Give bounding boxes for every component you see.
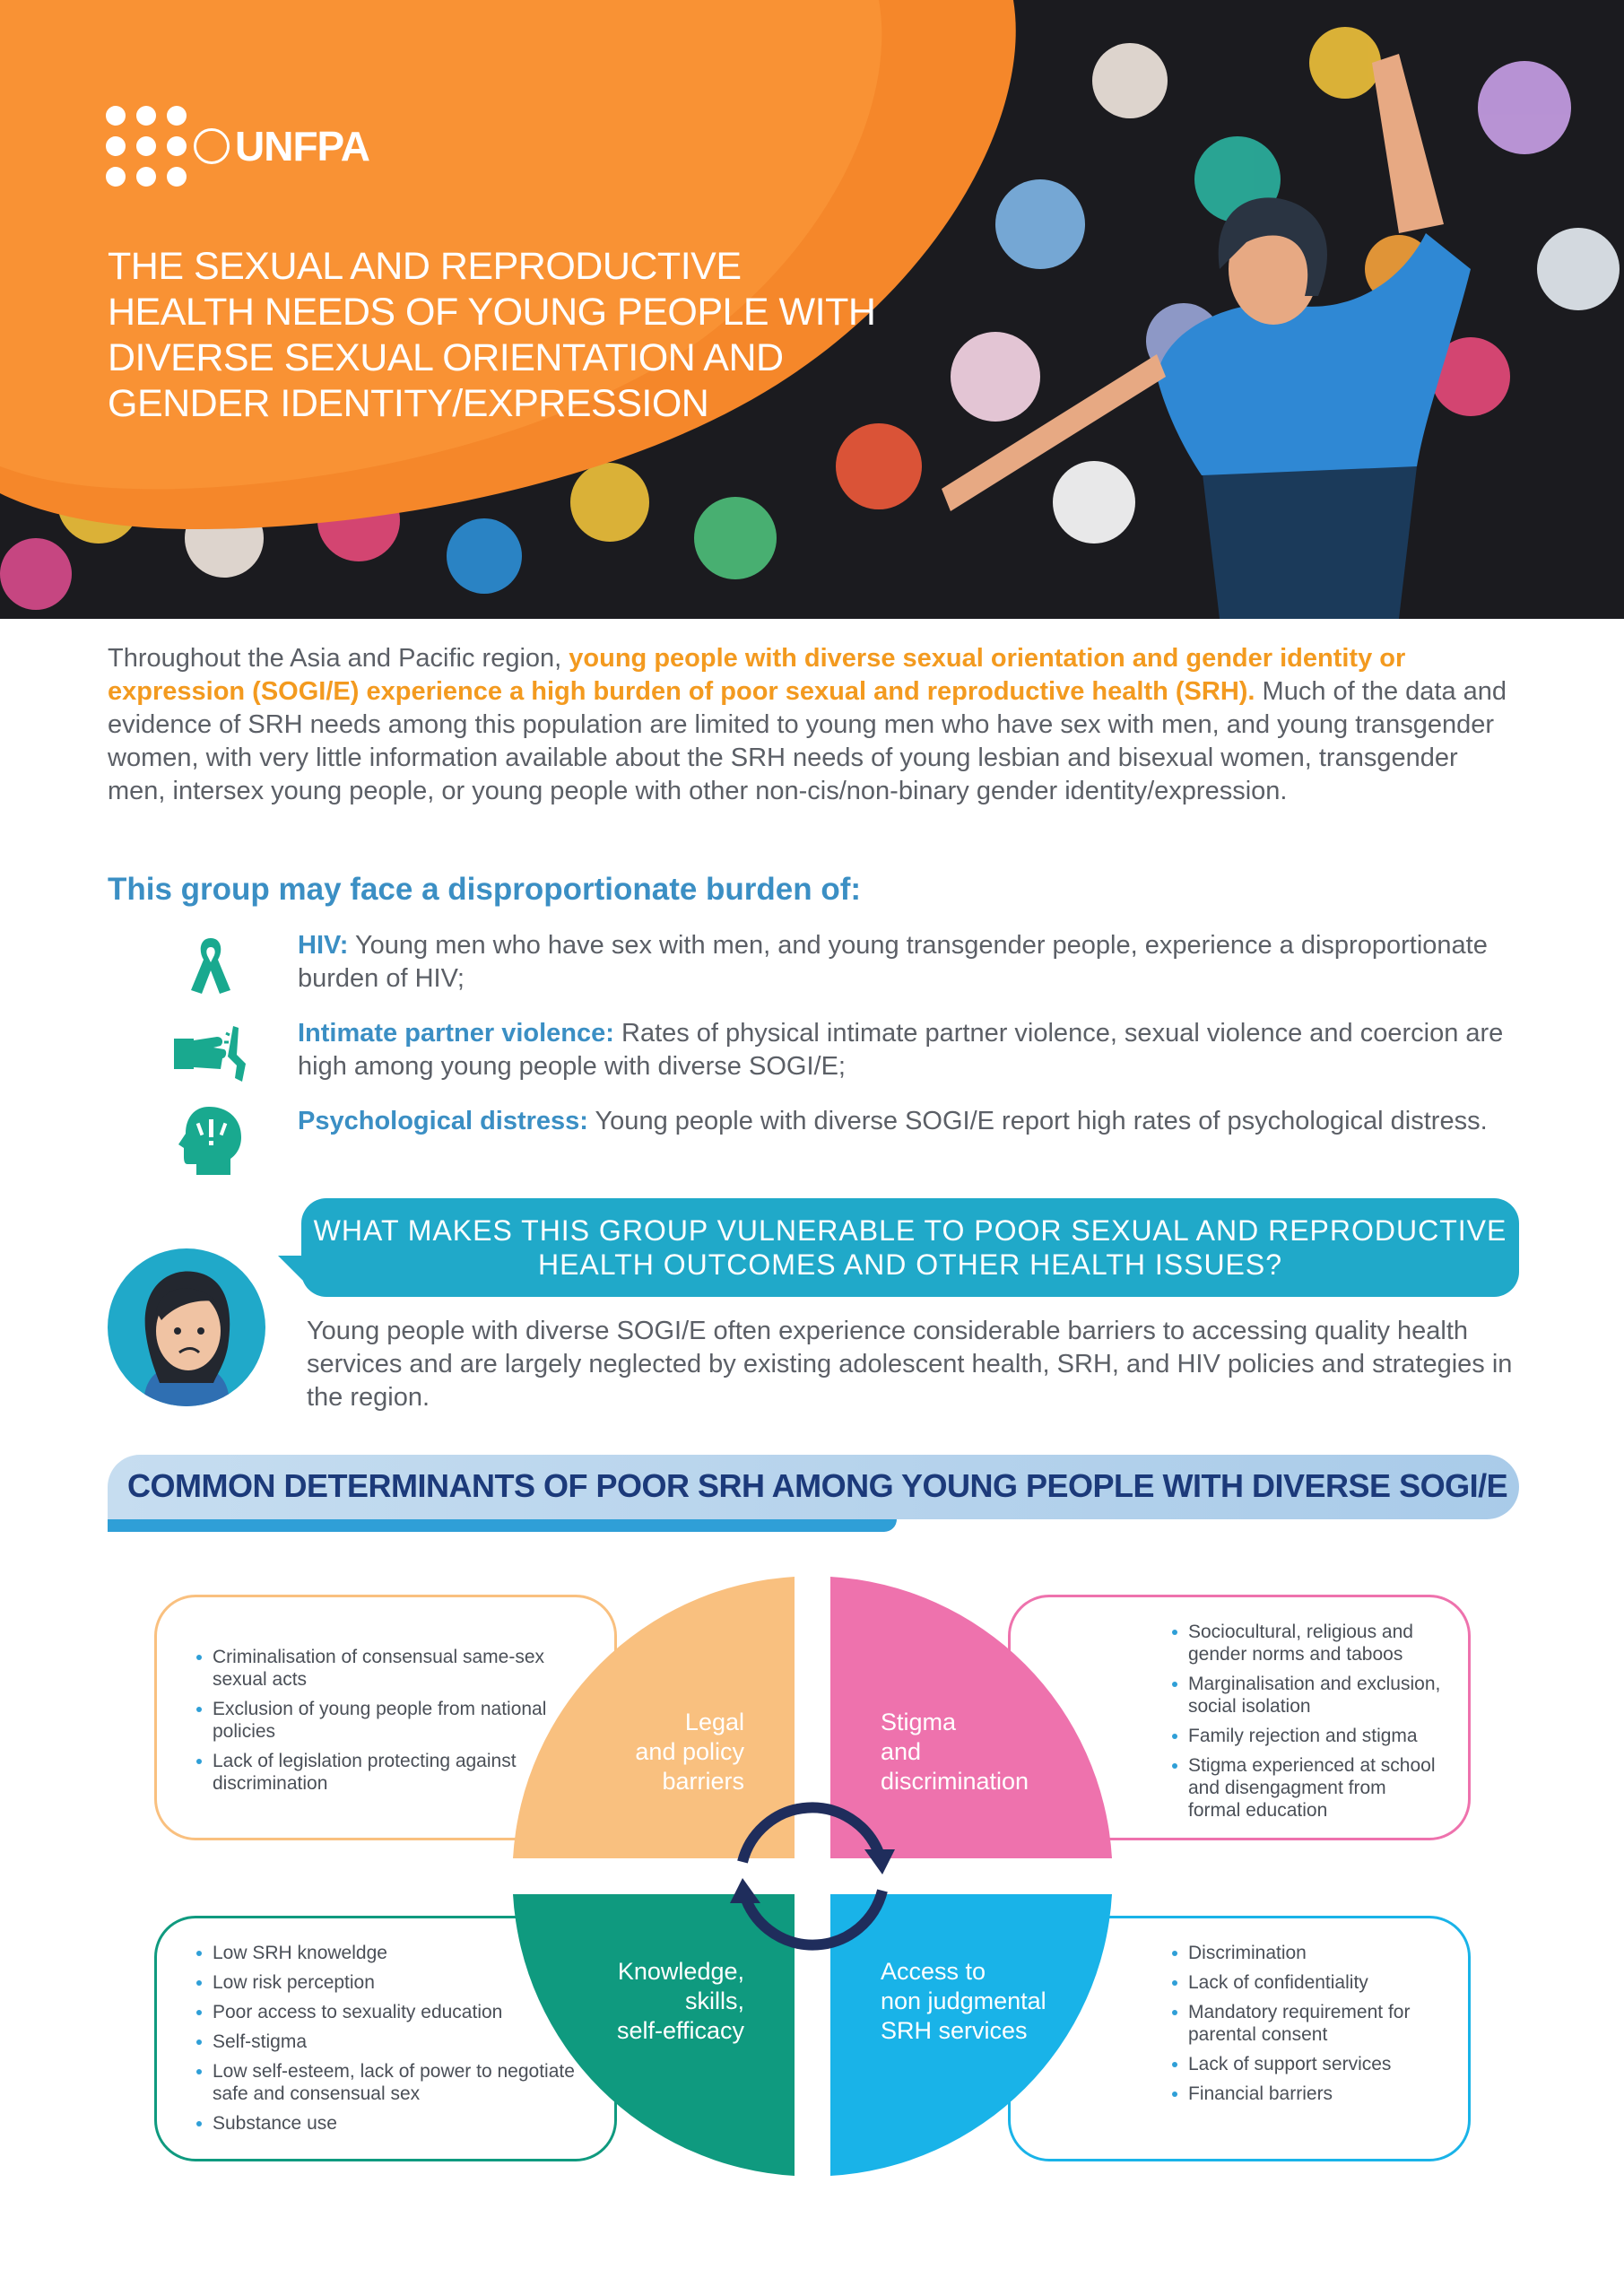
ribbon-icon (170, 929, 251, 1001)
list-item: Low SRH knoweldge (196, 1942, 578, 1964)
list-item: Poor access to sexuality education (196, 2001, 578, 2023)
list-item: Sociocultural, religious and gender norms and taboos (1172, 1621, 1441, 1665)
list-item: Substance use (196, 2112, 578, 2135)
list-item: Criminalisation of consensual same-sex sexual acts (196, 1646, 578, 1691)
worried-person-avatar (108, 1248, 265, 1406)
list-item: Family rejection and stigma (1172, 1725, 1441, 1747)
list-item: Self-stigma (196, 2031, 578, 2053)
logo-wordmark: UNFPA (194, 122, 369, 170)
intro-highlight: young people with diverse sexual orientation and gender identity or expression (SOGI/E) experience a high burden of poor sexual and reproductive health (SRH). (108, 644, 1406, 706)
un-globe-icon (194, 128, 230, 164)
list-item: Lack of confidentiality (1172, 1971, 1441, 1994)
determinants-title: COMMON DETERMINANTS OF POOR SRH AMONG YOUNG PEOPLE WITH DIVERSE SOGI/E (127, 1467, 1508, 1504)
list-item: Low self-esteem, lack of power to negotiate safe and consensual sex (196, 2060, 578, 2105)
quadrant-label-legal: Legal and policy barriers (635, 1709, 744, 1795)
list-item: Marginalisation and exclusion, social isolation (1172, 1673, 1441, 1718)
burden-item-distress: Psychological distress: Young people with diverse SOGI/E report high rates of psychological distress. (170, 1105, 1533, 1177)
burden-heading: This group may face a disproportionate burden of: (108, 872, 862, 907)
quadrant-label-access: Access to non judgmental SRH services (881, 1958, 1046, 2044)
list-item: Financial barriers (1172, 2083, 1441, 2105)
list-item: Stigma experienced at school and disengagment from formal education (1172, 1754, 1441, 1822)
list-item: Discrimination (1172, 1942, 1441, 1964)
vulnerability-question-bubble: WHAT MAKES THIS GROUP VULNERABLE TO POOR SEXUAL AND REPRODUCTIVE HEALTH OUTCOMES AND OTHER HEALTH ISSUES? (301, 1198, 1519, 1297)
cycle-arrows-icon (743, 1807, 882, 1944)
burden-item-hiv: HIV: Young men who have sex with men, and young transgender people, experience a disproportionate burden of HIV; (170, 929, 1533, 1001)
quadrant-label-knowledge: Knowledge, skills, self-efficacy (616, 1958, 744, 2044)
vulnerability-text: Young people with diverse SOGI/E often experience considerable barriers to accessing quality health services and are largely neglected by existing adolescent health, SRH, and HIV policies and strategies in the region. (307, 1317, 1513, 1412)
list-item: Mandatory requirement for parental consent (1172, 2001, 1441, 2046)
determinants-quadrant-diagram (502, 1566, 1123, 2187)
page-title: THE SEXUAL AND REPRODUCTIVE HEALTH NEEDS OF YOUNG PEOPLE WITH DIVERSE SEXUAL ORIENTATION AND GENDER IDENTITY/EXPRESSION (108, 245, 876, 425)
burden-item-violence: Intimate partner violence: Rates of physical intimate partner violence, sexual violence and coercion are high among young people with diverse SOGI/E; (170, 1017, 1533, 1089)
quadrant-label-stigma: Stigma and discrimination (881, 1709, 1029, 1795)
intro-paragraph: Throughout the Asia and Pacific region, young people with diverse sexual orientation and gender identity or expression (SOGI/E) experience a high burden of poor sexual and reproductive health (SRH). Much of the data and evidence of SRH needs among this population are limited to young men who have sex with men, and young transgender women, with very little information available about the SRH needs of young lesbian and bisexual women, transgender men, intersex young people, or young people with other non-cis/non-binary gender identity/expression. (108, 644, 1507, 805)
list-item: Low risk perception (196, 1971, 578, 1994)
head-distress-icon (170, 1105, 251, 1177)
unfpa-logo (106, 106, 369, 187)
list-item: Lack of legislation protecting against discrimination (196, 1750, 578, 1795)
violence-icon (170, 1017, 251, 1089)
list-item: Exclusion of young people from national policies (196, 1698, 578, 1743)
determinants-banner (108, 1455, 1519, 1519)
list-item: Lack of support services (1172, 2053, 1441, 2075)
hero-banner (0, 0, 1624, 619)
logo-dots (106, 106, 187, 187)
